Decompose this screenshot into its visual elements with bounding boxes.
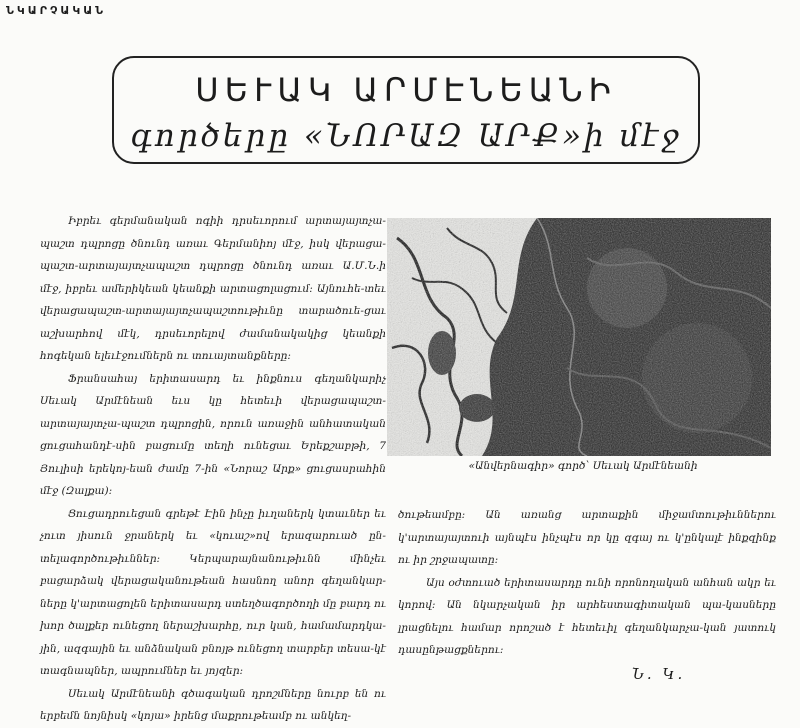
photo-caption: «Անվերնագիր» գործ՝ Սեւակ Արմէնեանի [468,460,698,472]
article-paragraph: Այս օժտուած երիտասարդը ունի որոնողական անհան ակր եւ կորով: Ան նկարչական իր արհեստագիտական պա-կասները լրացնելու համար որոշած է հետեւիլ գեղանկարչա-կան յատուկ դասընթացքներու: [398,576,776,656]
article-paragraph: Իբրեւ գերմանական ոգիի դրսեւորում արտայայտչա-պաշտ դպրոցը ծնունդ առաւ Գերմանիոյ մէջ, իսկ վերացա-պաշտ-արտայայտչապաշտ դպրոցը ծնունդ առաւ Ա.Մ.Ն.ի մէջ, իբրեւ ամերիկեան կեանքի արտացոլացում: Այնուհե-տեւ վերացապաշտ-արտայայտչապաշտութիւնը տարածուե-ցաւ աշխարհով մէկ, դրսեւորելով ժամանակակից կեանքի հոգեկան ելեւէջումներն ու տուայտանքները: [40,215,386,362]
article-paragraph: ծութեամբը: Ան առանց արտաքին միջամտութիւններու կ'արտայայտուի այնպէս ինչպէս որ կը զգայ ու կ'ընկալէ ինքզինք ու իր շրջապատը: [398,509,776,566]
headline-line-1: ՍԵՒԱԿ ԱՐՄԷՆԵԱՆԻ [195,71,617,109]
article-paragraph: Ցուցադրուեցան գրեթէ Էին ինչը իւղաներկ կտաւներ եւ չուտ յիսուն ջրաներկ եւ «կուաշ»ով երազարուած ըն-տելագործութիւններ: Կերպարայնանութիւնն մինչեւ բացարձակ վերացականութեան հասնող անոր գեղանկար-ները կ'արտացոլեն երիտասարդ ստեղծագործողի մը բարդ ու խոր ծալքեր ունեցող ներաշխարհը, ուր կան, համամարդկա-յին, ազգային եւ անձնական բնոյթ ունեցող տարբեր տեսա-կէ տագնապներ, ապրումներ եւ յոյզեր: [40,507,386,677]
article-left-column [40,210,386,728]
article-paragraph: Սեւակ Արմէնեանի գծագական դրոշմները նուրբ են ու երբեմն նոյնիսկ «կոյա» իրենց մաքրութեամբ ու անկեղ- [40,687,386,722]
article-paragraph: Ֆրանսահայ երիտասարդ եւ ինքնուս գեղանկարիչ Սեւակ Արմէնեան եւս կը հետեւի վերացապաշտ-արտայայտչա-պաշտ դպրոցին, որուն առաջին անհատական ցուցահանդէ-սին բացումը տեղի ունեցաւ Երեքշաբթի, 7 Յուլիսի երեկոյ-եան ժամը 7-ին «Նորաշ Արք» ցուցասրահին մէջ (Զալքա): [40,372,386,497]
section-label: ՆԿԱՐՉԱԿԱՆ [6,4,107,17]
article-right-column [398,504,776,662]
artwork-photo [387,218,771,456]
author-signature: Ն. Կ. [632,665,686,683]
headline-box [112,56,700,164]
headline-line-2: գործերը «ՆՈՐԱԶ ԱՐՔ»ի մէջ [130,118,682,154]
